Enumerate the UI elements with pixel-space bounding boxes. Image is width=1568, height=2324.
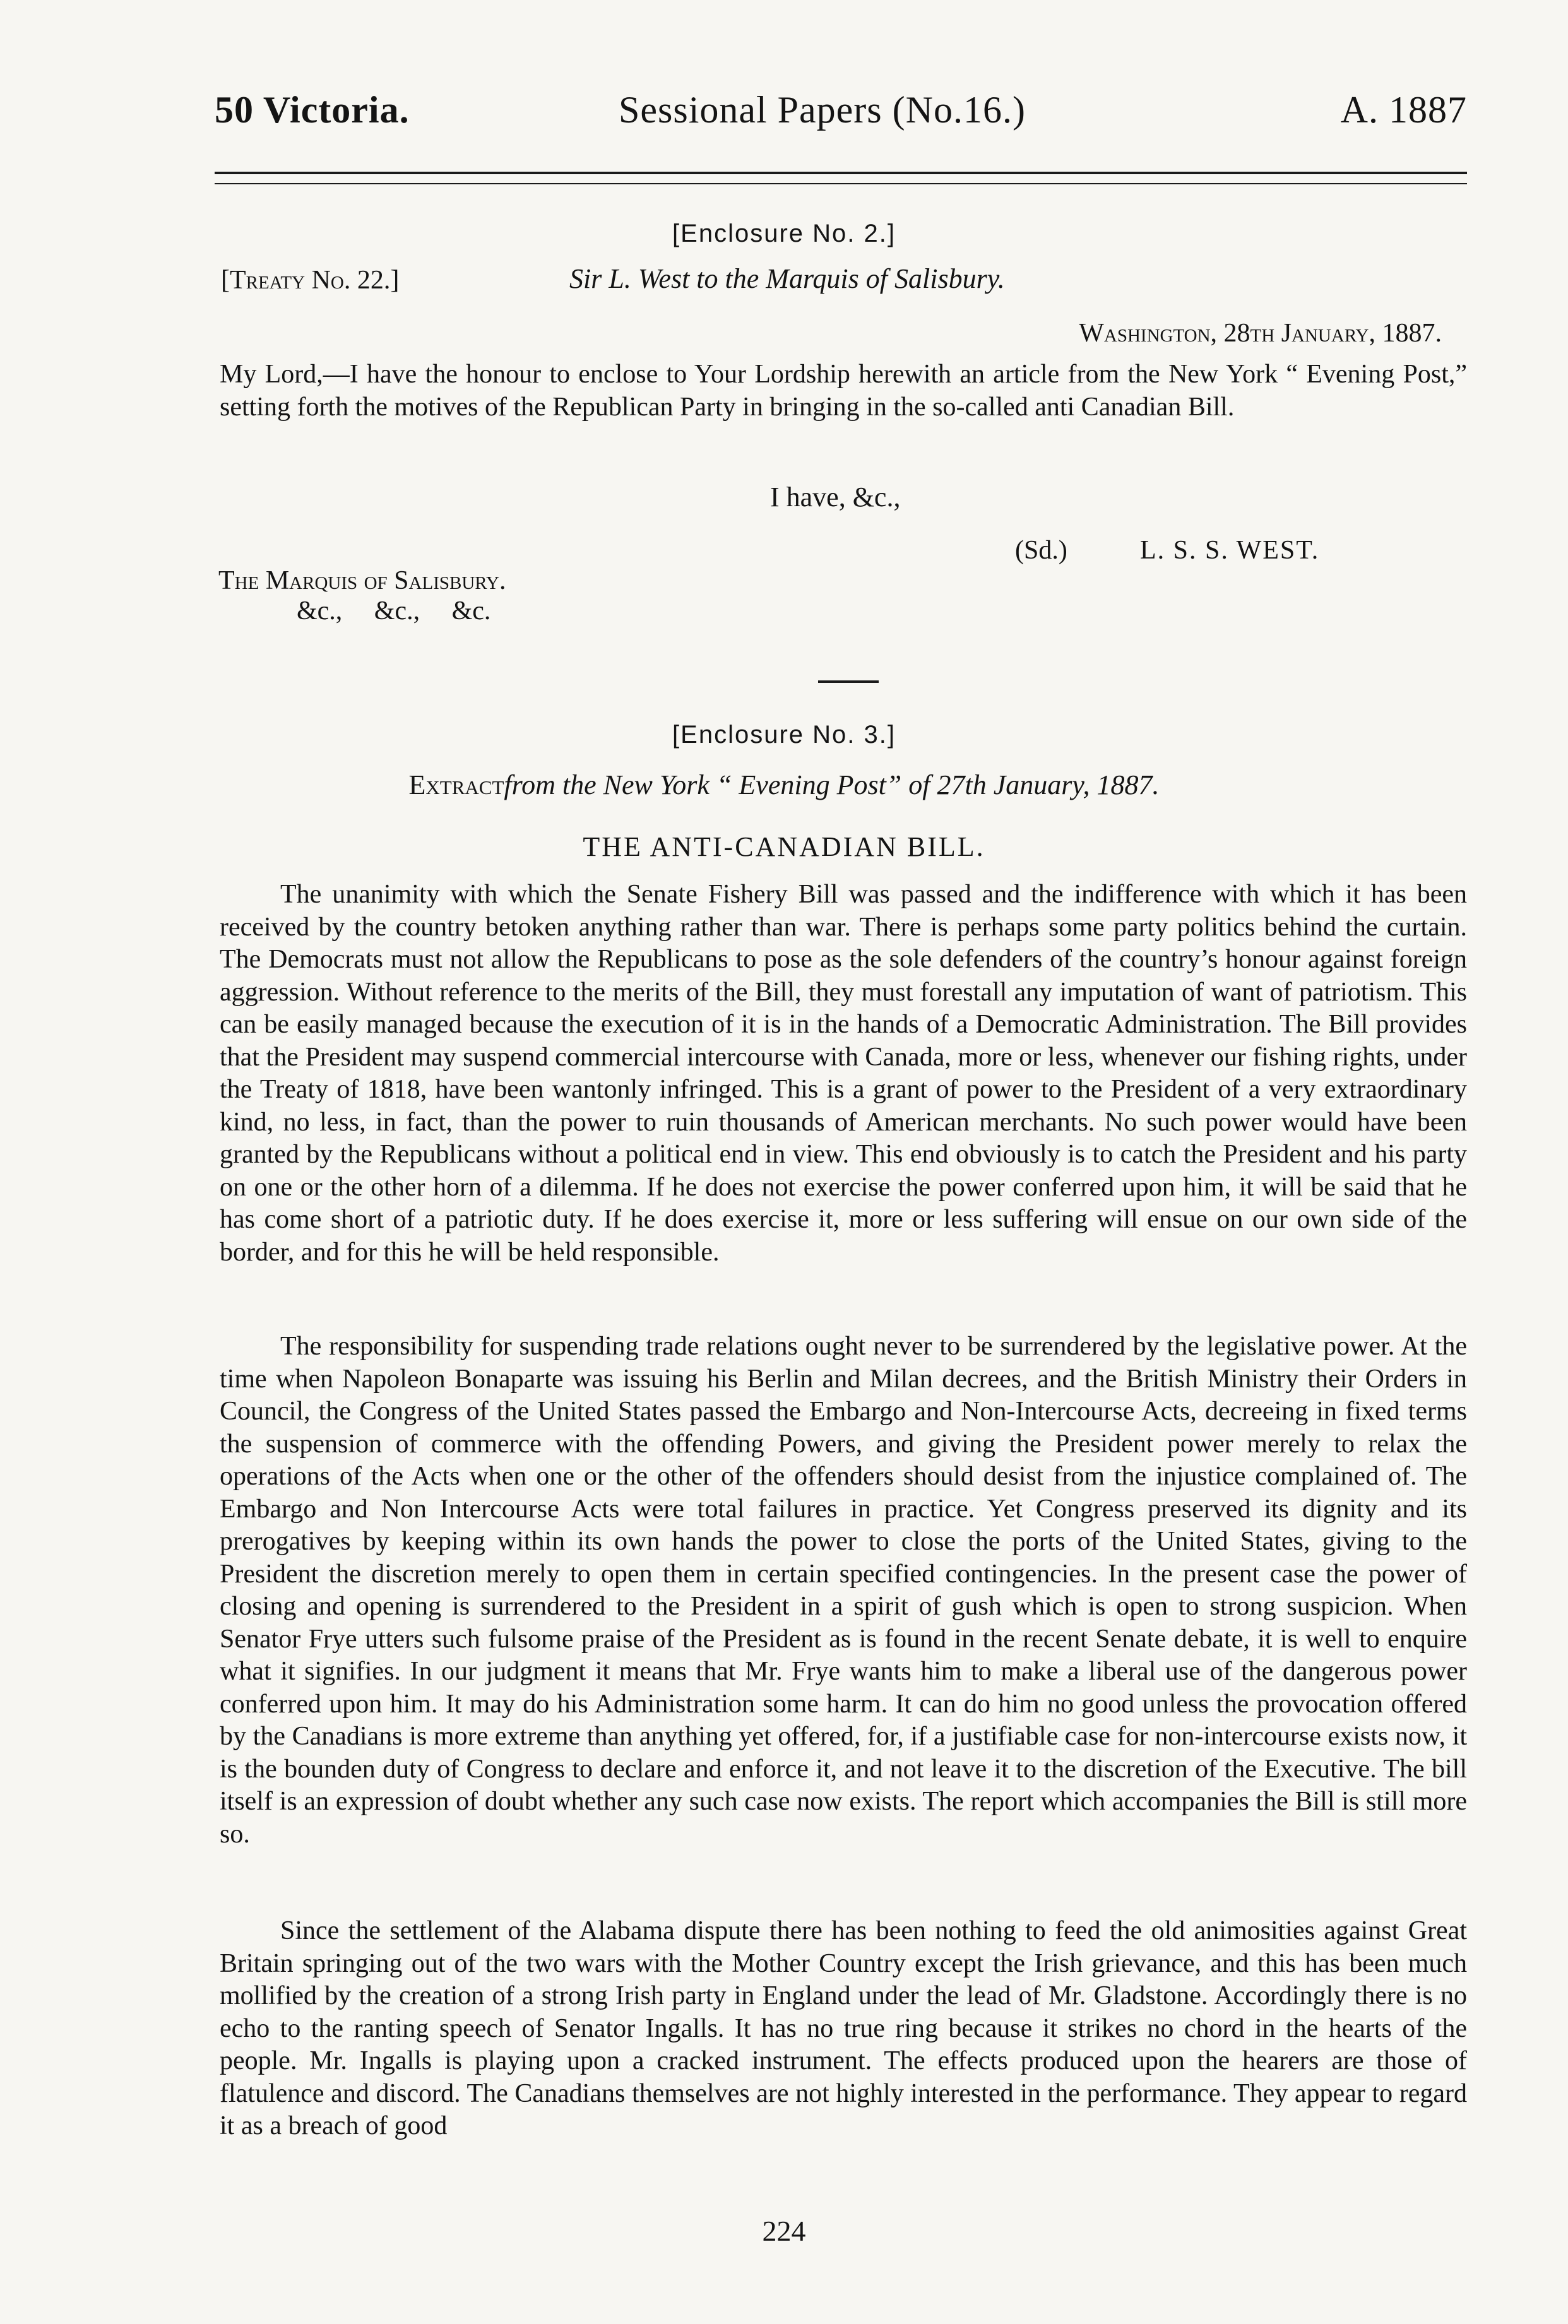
extract-lead: Extract (408, 769, 504, 800)
running-header (215, 88, 1467, 139)
article-paragraph-1: The unanimity with which the Senate Fishery Bill was passed and the indifference with which it has been received by the country betoken anything rather than war. There is perhaps some party politics behind the curtain. The Democrats must not allow the Republicans to pose as the sole defenders of the country’s honour against foreign aggression. Without reference to the merits of the Bill, they must forestall any imputation of want of patriotism. This can be easily managed because the execution of it is in the hands of a Democratic Administration. The Bill provides that the President may suspend commercial intercourse with Canada, more or less, whenever our fishing rights, under the Treaty of 1818, have been wantonly infringed. This is a grant of power to the President of a very extraordinary kind, no less, in fact, than the power to ruin thousands of American merchants. No such power would have been granted by the Republicans without a political end in view. This end obviously is to catch the President and his party on one or the other horn of a dilemma. If he does not exercise the power conferred upon him, it will be said that he has come short of a patriotic duty. If he does exercise it, more or less suffering will ensue on our own side of the border, and for this he will be held responsible. (220, 880, 1467, 1267)
letter-body: My Lord,—I have the honour to enclose to Your Lordship herewith an article from the New York “ Evening Post,” setting forth the motives of the Republican Party in bringing in the so-called anti Canadian Bill. (220, 360, 1467, 422)
letter-closing: I have, &c., (770, 482, 901, 513)
header-title: Sessional Papers (No.16.) (619, 89, 1026, 131)
letter-title: Sir L. West to the Marquis of Salisbury. (569, 263, 1005, 294)
addressee-etc: &c., &c., &c. (297, 596, 491, 625)
enclosure-3-label: [Enclosure No. 3.] (672, 721, 896, 749)
header-rule-thin (215, 183, 1467, 184)
extract-source: from the New York “ Evening Post” of 27th January, 1887. (504, 769, 1160, 800)
letter-dateline: Washington, 28th January, 1887. (1079, 319, 1442, 348)
header-session: 50 Victoria. (215, 89, 410, 131)
page-number: 224 (762, 2215, 806, 2247)
article-heading: THE ANTI-CANADIAN BILL. (583, 831, 985, 862)
article-paragraph-2: The responsibility for suspending trade relations ought never to be surrendered by the legislative power. At the time when Napoleon Bonaparte was issuing his Berlin and Milan decrees, and the British Ministry their Orders in Council, the Congress of the United States passed the Embargo and Non-Intercourse Acts, decreeing in fixed terms the suspension of commerce with the offending Powers, and giving the President power merely to relax the operations of the Acts when one or the other of the offenders should desist from the injustice complained of. The Embargo and Non Intercourse Acts were total failures in practice. Yet Congress preserved its dignity and its prerogatives by keeping within its own hands the power to close the ports of the United States, giving to the President the discretion merely to open them in certain specified contingencies. In the present case the power of closing and opening is surrendered to the President in a spirit of gush which is open to strong suspicion. When Senator Frye utters such fulsome praise of the President as is found in the recent Senate debate, it is well to enquire what it signifies. In our judgment it means that Mr. Frye wants him to make a liberal use of the dangerous power conferred upon him. It may do his Administration some harm. It can do him no good unless the provocation offered by the Canadians is more extreme than anything yet offered, for, if a justifiable case for non-intercourse exists now, it is the bounden duty of Congress to declare and enforce it, and not leave it to the discretion of the Executive. The bill itself is an expression of doubt whether any such case now exists. The report which accompanies the Bill is still more so. (220, 1332, 1467, 1849)
header-year: A. 1887 (1340, 89, 1467, 131)
article-paragraph-3: Since the settlement of the Alabama dispute there has been nothing to feed the old animosities against Great Britain springing out of the two wars with the Mother Country except the Irish grievance, and this has been much mollified by the creation of a strong Irish party in England under the lead of Mr. Gladstone. Accordingly there is no echo to the ranting speech of Senator Ingalls. It has no true ring because it strikes no chord in the hearts of the people. Mr. Ingalls is playing upon a cracked instrument. The effects produced upon the hearers are those of flatulence and discord. The Canadians themselves are not highly interested in the performance. They appear to regard it as a breach of good (220, 1916, 1467, 2140)
treaty-reference: [Treaty No. 22.] (221, 266, 400, 295)
header-rule-thick (215, 172, 1467, 174)
extract-caption (0, 769, 1568, 801)
signed-prefix: (Sd.) (1015, 536, 1067, 565)
enclosure-2-label: [Enclosure No. 2.] (672, 220, 896, 247)
signature: L. S. S. WEST. (1140, 536, 1320, 565)
section-divider (818, 680, 879, 683)
addressee-name: The Marquis of Salisbury. (218, 566, 506, 595)
